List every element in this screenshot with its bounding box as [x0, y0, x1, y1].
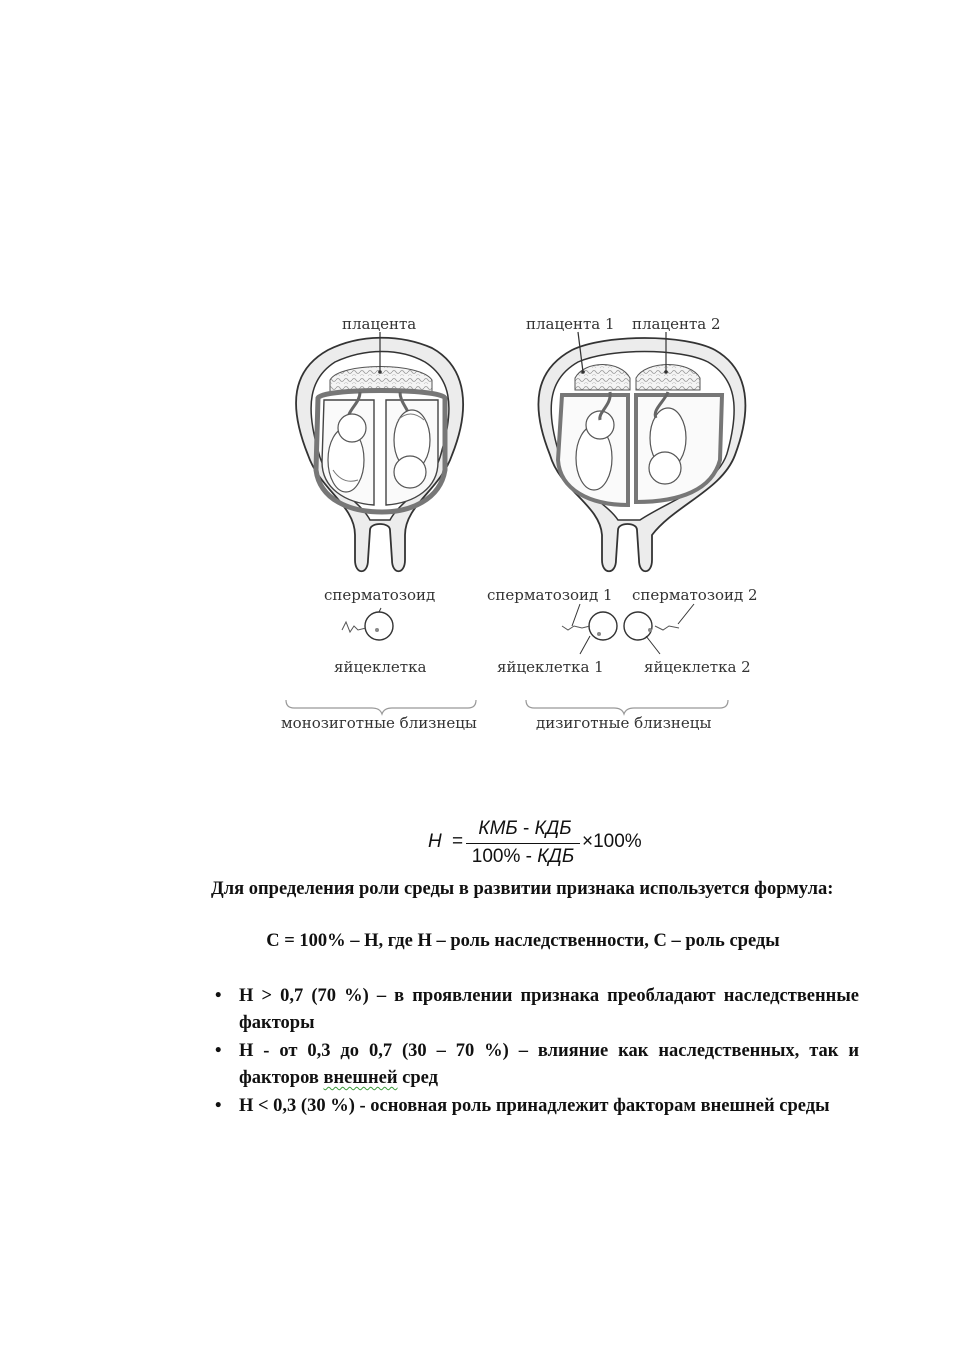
- label-placenta: плацента: [342, 315, 417, 333]
- heritability-formula: [428, 820, 668, 872]
- bullet-icon: •: [215, 1041, 222, 1061]
- mono-zygote: [342, 608, 393, 640]
- formula-equals: =: [452, 831, 464, 852]
- formula-numerator: [470, 818, 580, 840]
- caption-monozygotic: монозиготные близнецы: [281, 714, 477, 732]
- di-brace: [526, 700, 728, 714]
- paragraph-env-formula: С = 100% – Н, где Н – роль наследственности, С – роль среды: [266, 931, 780, 951]
- formula-denominator: [466, 846, 580, 868]
- spellcheck-word: внешней: [323, 1068, 398, 1088]
- bullet-text-2-end: сред: [397, 1068, 438, 1088]
- mono-brace: [286, 700, 476, 714]
- formula-multiplier: ×100%: [582, 831, 642, 852]
- list-item: [215, 983, 859, 1037]
- di-uterus: [538, 332, 745, 571]
- numerator-op: -: [517, 818, 535, 839]
- label-placenta-1: плацента 1: [526, 315, 615, 333]
- label-egg-1: яйцеклетка 1: [497, 658, 604, 676]
- bullet-icon: •: [215, 1096, 222, 1116]
- label-egg-2: яйцеклетка 2: [644, 658, 751, 676]
- fraction-bar: [466, 843, 580, 844]
- label-sperm-1: сперматозоид 1: [487, 586, 613, 604]
- numerator-b: КДБ: [534, 818, 572, 839]
- mono-uterus: [296, 332, 463, 571]
- label-egg: яйцеклетка: [334, 658, 427, 676]
- numerator-a: КМБ: [478, 818, 518, 839]
- bullet-text-3: Н < 0,3 (30 %) - основная роль принадлежит факторам внешней среды: [239, 1096, 830, 1116]
- list-item: [215, 1038, 859, 1092]
- denominator-b: КДБ: [537, 846, 575, 867]
- bullet-icon: •: [215, 986, 222, 1006]
- di-zygotes: [562, 604, 694, 654]
- paragraph-intro: Для определения роли среды в развитии признака используется формула:: [211, 879, 834, 899]
- formula-lhs: H: [428, 831, 442, 852]
- denominator-op: -: [520, 846, 538, 867]
- label-sperm: сперматозоид: [324, 586, 436, 604]
- interpretation-list: [215, 983, 859, 1121]
- label-sperm-2: сперматозоид 2: [632, 586, 758, 604]
- bullet-text-1: Н > 0,7 (70 %) – в проявлении признака преобладают наследственные факторы: [239, 986, 859, 1033]
- label-placenta-2: плацента 2: [632, 315, 721, 333]
- denominator-a: 100%: [471, 846, 521, 867]
- caption-dizygotic: дизиготные близнецы: [536, 714, 712, 732]
- bullet-text-2: Н - от 0,3 до 0,7 (30 – 70 %) – влияние как наследственных, так и факторов: [239, 1041, 859, 1088]
- list-item: [215, 1093, 859, 1120]
